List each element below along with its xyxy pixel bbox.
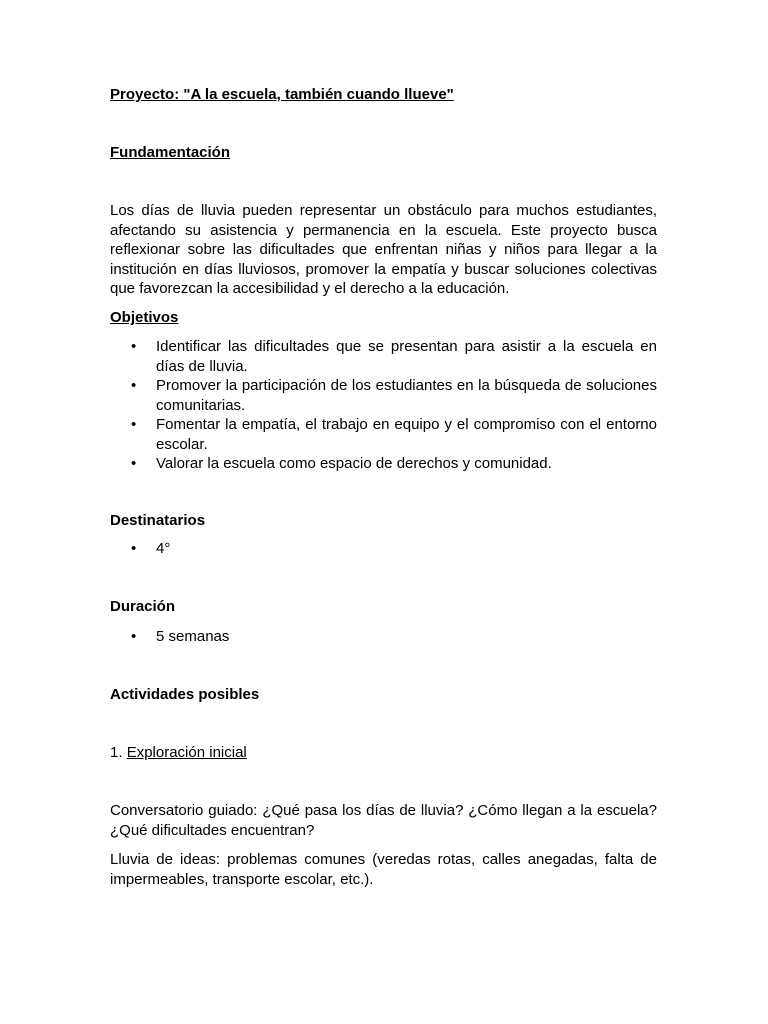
subsection-heading [110,743,657,763]
list-item: • Fomentar la empatía, el trabajo en equipo y el compromiso con el entorno escolar. [131,416,657,453]
document-title: Proyecto: "A la escuela, también cuando llueve" [110,86,454,103]
bullet-icon: • [131,377,137,394]
bullet-icon: • [131,455,137,472]
duracion-heading: Duración [110,598,176,615]
subsection-number: 1. [110,744,123,761]
duracion-list [110,627,657,647]
objetivos-heading: Objetivos [110,309,179,326]
destinatarios-list [110,539,657,559]
list-item: • Valorar la escuela como espacio de derechos y comunidad. [131,455,552,472]
subsection-title: Exploración inicial [126,744,247,761]
list-item: • Promover la participación de los estudiantes en la búsqueda de soluciones comunitarias. [131,377,657,414]
bullet-icon: • [131,416,137,433]
actividades-paragraph: Conversatorio guiado: ¿Qué pasa los días de lluvia? ¿Cómo llegan a la escuela? ¿Qué dificultades encuentran? [110,802,657,839]
destinatarios-heading: Destinatarios [110,512,206,529]
fundamentacion-paragraph: Los días de lluvia pueden representar un obstáculo para muchos estudiantes, afectando su asistencia y permanencia en la escuela. Este proyecto busca reflexionar sobre las dificultades que enfrentan niñas y niños para llegar a la institución en días lluviosos, promover la empatía y buscar soluciones colectivas que favorezcan la accesibilidad y el derecho a la educación. [110,202,657,297]
actividades-paragraph: Lluvia de ideas: problemas comunes (veredas rotas, calles anegadas, falta de impermeables, transporte escolar, etc.). [110,851,657,888]
list-item: • 4° [131,540,171,557]
bullet-icon: • [131,628,137,645]
list-item: • 5 semanas [131,628,230,645]
list-item: • Identificar las dificultades que se presentan para asistir a la escuela en días de lluvia. [131,338,657,375]
objetivos-list [110,337,657,474]
actividades-heading: Actividades posibles [110,686,260,703]
fundamentacion-heading: Fundamentación [110,144,231,161]
bullet-icon: • [131,338,137,355]
bullet-icon: • [131,540,137,557]
